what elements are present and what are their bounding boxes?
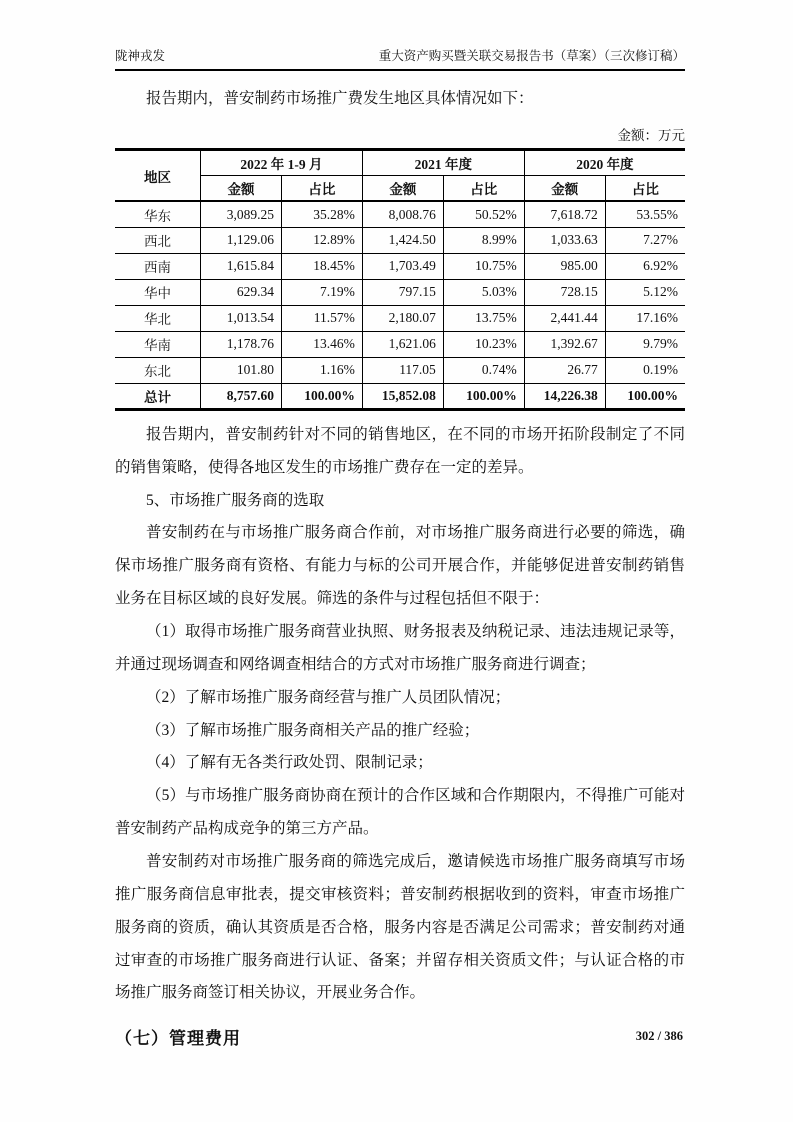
amount-cell: 2,180.07	[362, 305, 443, 331]
page-number: 302 / 386	[635, 1029, 683, 1043]
column-header-ratio: 占比	[443, 175, 524, 201]
table-total-row	[115, 383, 685, 409]
table-row	[115, 305, 685, 331]
subheading-provider-selection: 5、市场推广服务商的选取	[146, 491, 325, 509]
amount-cell: 1,392.67	[524, 331, 605, 357]
ratio-cell: 5.03%	[443, 279, 524, 305]
ratio-cell: 11.57%	[281, 305, 362, 331]
ratio-cell: 7.27%	[605, 227, 685, 253]
amount-cell: 8,757.60	[201, 383, 282, 409]
column-header-region: 地区	[115, 149, 201, 201]
paragraph-approval-process: 普安制药对市场推广服务商的筛选完成后，邀请候选市场推广服务商填写市场推广服务商信息审批表，提交审核资料；普安制药根据收到的资料，审查市场推广服务商的资质，确认其资质是否合格，服务内容是否满足公司需求；普安制药对通过审查的市场推广服务商进行认证、备案；并留存相关资质文件；与认证合格的市场推广服务商签订相关协议，开展业务合作。	[115, 853, 685, 1002]
column-header-2022: 2022 年 1-9 月	[201, 149, 363, 175]
amount-cell: 1,703.49	[362, 253, 443, 279]
ratio-cell: 35.28%	[281, 201, 362, 227]
region-cell: 华中	[115, 279, 201, 305]
table-header-sub-row	[115, 175, 685, 201]
intro-paragraph: 报告期内，普安制药市场推广费发生地区具体情况如下：	[146, 90, 534, 107]
amount-cell: 728.15	[524, 279, 605, 305]
ratio-cell: 5.12%	[605, 279, 685, 305]
ratio-cell: 100.00%	[443, 383, 524, 409]
ratio-cell: 18.45%	[281, 253, 362, 279]
paragraph-after-table: 报告期内，普安制药针对不同的销售地区，在不同的市场开拓阶段制定了不同的销售策略，使得各地区发生的市场推广费存在一定的差异。	[115, 425, 685, 476]
ratio-cell: 10.23%	[443, 331, 524, 357]
ratio-cell: 0.19%	[605, 357, 685, 383]
list-item-5: （5）与市场推广服务商协商在预计的合作区域和合作期限内，不得推广可能对普安制药产品构成竞争的第三方产品。	[115, 787, 685, 838]
section-heading-admin-expense: （七）管理费用	[115, 1029, 241, 1049]
amount-cell: 1,129.06	[201, 227, 282, 253]
ratio-cell: 10.75%	[443, 253, 524, 279]
amount-cell: 1,033.63	[524, 227, 605, 253]
ratio-cell: 100.00%	[605, 383, 685, 409]
ratio-cell: 9.79%	[605, 331, 685, 357]
table-row	[115, 227, 685, 253]
column-header-amount: 金额	[524, 175, 605, 201]
ratio-cell: 7.19%	[281, 279, 362, 305]
amount-cell: 1,178.76	[201, 331, 282, 357]
table-header-period-row	[115, 149, 685, 175]
amount-cell: 985.00	[524, 253, 605, 279]
table-row	[115, 357, 685, 383]
region-cell: 总计	[115, 383, 201, 409]
table-row	[115, 253, 685, 279]
table-row	[115, 331, 685, 357]
ratio-cell: 50.52%	[443, 201, 524, 227]
column-header-2020: 2020 年度	[524, 149, 685, 175]
region-cell: 西南	[115, 253, 201, 279]
paragraph-selection-intro: 普安制药在与市场推广服务商合作前，对市场推广服务商进行必要的筛选，确保市场推广服务商有资格、有能力与标的公司开展合作，并能够促进普安制药销售业务在目标区域的良好发展。筛选的条件与过程包括但不限于：	[115, 524, 685, 608]
region-cell: 华南	[115, 331, 201, 357]
ratio-cell: 13.75%	[443, 305, 524, 331]
column-header-ratio: 占比	[605, 175, 685, 201]
list-item-1: （1）取得市场推广服务商营业执照、财务报表及纳税记录、违法违规记录等，并通过现场调查和网络调查相结合的方式对市场推广服务商进行调查；	[115, 623, 685, 673]
region-cell: 西北	[115, 227, 201, 253]
region-cell: 华北	[115, 305, 201, 331]
ratio-cell: 17.16%	[605, 305, 685, 331]
column-header-2021: 2021 年度	[362, 149, 524, 175]
amount-cell: 101.80	[201, 357, 282, 383]
amount-cell: 1,621.06	[362, 331, 443, 357]
ratio-cell: 13.46%	[281, 331, 362, 357]
amount-cell: 15,852.08	[362, 383, 443, 409]
region-cell: 华东	[115, 201, 201, 227]
table-row	[115, 279, 685, 305]
amount-cell: 7,618.72	[524, 201, 605, 227]
header-company-name: 陇神戎发	[115, 49, 166, 63]
ratio-cell: 8.99%	[443, 227, 524, 253]
amount-cell: 3,089.25	[201, 201, 282, 227]
ratio-cell: 100.00%	[281, 383, 362, 409]
ratio-cell: 12.89%	[281, 227, 362, 253]
column-header-ratio: 占比	[281, 175, 362, 201]
amount-cell: 117.05	[362, 357, 443, 383]
ratio-cell: 53.55%	[605, 201, 685, 227]
running-header	[115, 46, 685, 71]
promotion-fee-table	[115, 148, 685, 411]
column-header-amount: 金额	[362, 175, 443, 201]
amount-cell: 1,013.54	[201, 305, 282, 331]
list-item-3: （3）了解市场推广服务商相关产品的推广经验；	[146, 721, 480, 739]
amount-cell: 1,424.50	[362, 227, 443, 253]
region-cell: 东北	[115, 357, 201, 383]
amount-cell: 26.77	[524, 357, 605, 383]
ratio-cell: 6.92%	[605, 253, 685, 279]
amount-cell: 2,441.44	[524, 305, 605, 331]
amount-cell: 629.34	[201, 279, 282, 305]
amount-cell: 8,008.76	[362, 201, 443, 227]
table-unit-label: 金额：万元	[617, 127, 685, 143]
header-document-title: 重大资产购买暨关联交易报告书（草案）（三次修订稿）	[378, 49, 685, 63]
amount-cell: 14,226.38	[524, 383, 605, 409]
column-header-amount: 金额	[201, 175, 282, 201]
table-row	[115, 201, 685, 227]
amount-cell: 797.15	[362, 279, 443, 305]
list-item-2: （2）了解市场推广服务商经营与推广人员团队情况；	[146, 688, 511, 706]
ratio-cell: 1.16%	[281, 357, 362, 383]
ratio-cell: 0.74%	[443, 357, 524, 383]
list-item-4: （4）了解有无各类行政处罚、限制记录；	[146, 754, 433, 772]
amount-cell: 1,615.84	[201, 253, 282, 279]
